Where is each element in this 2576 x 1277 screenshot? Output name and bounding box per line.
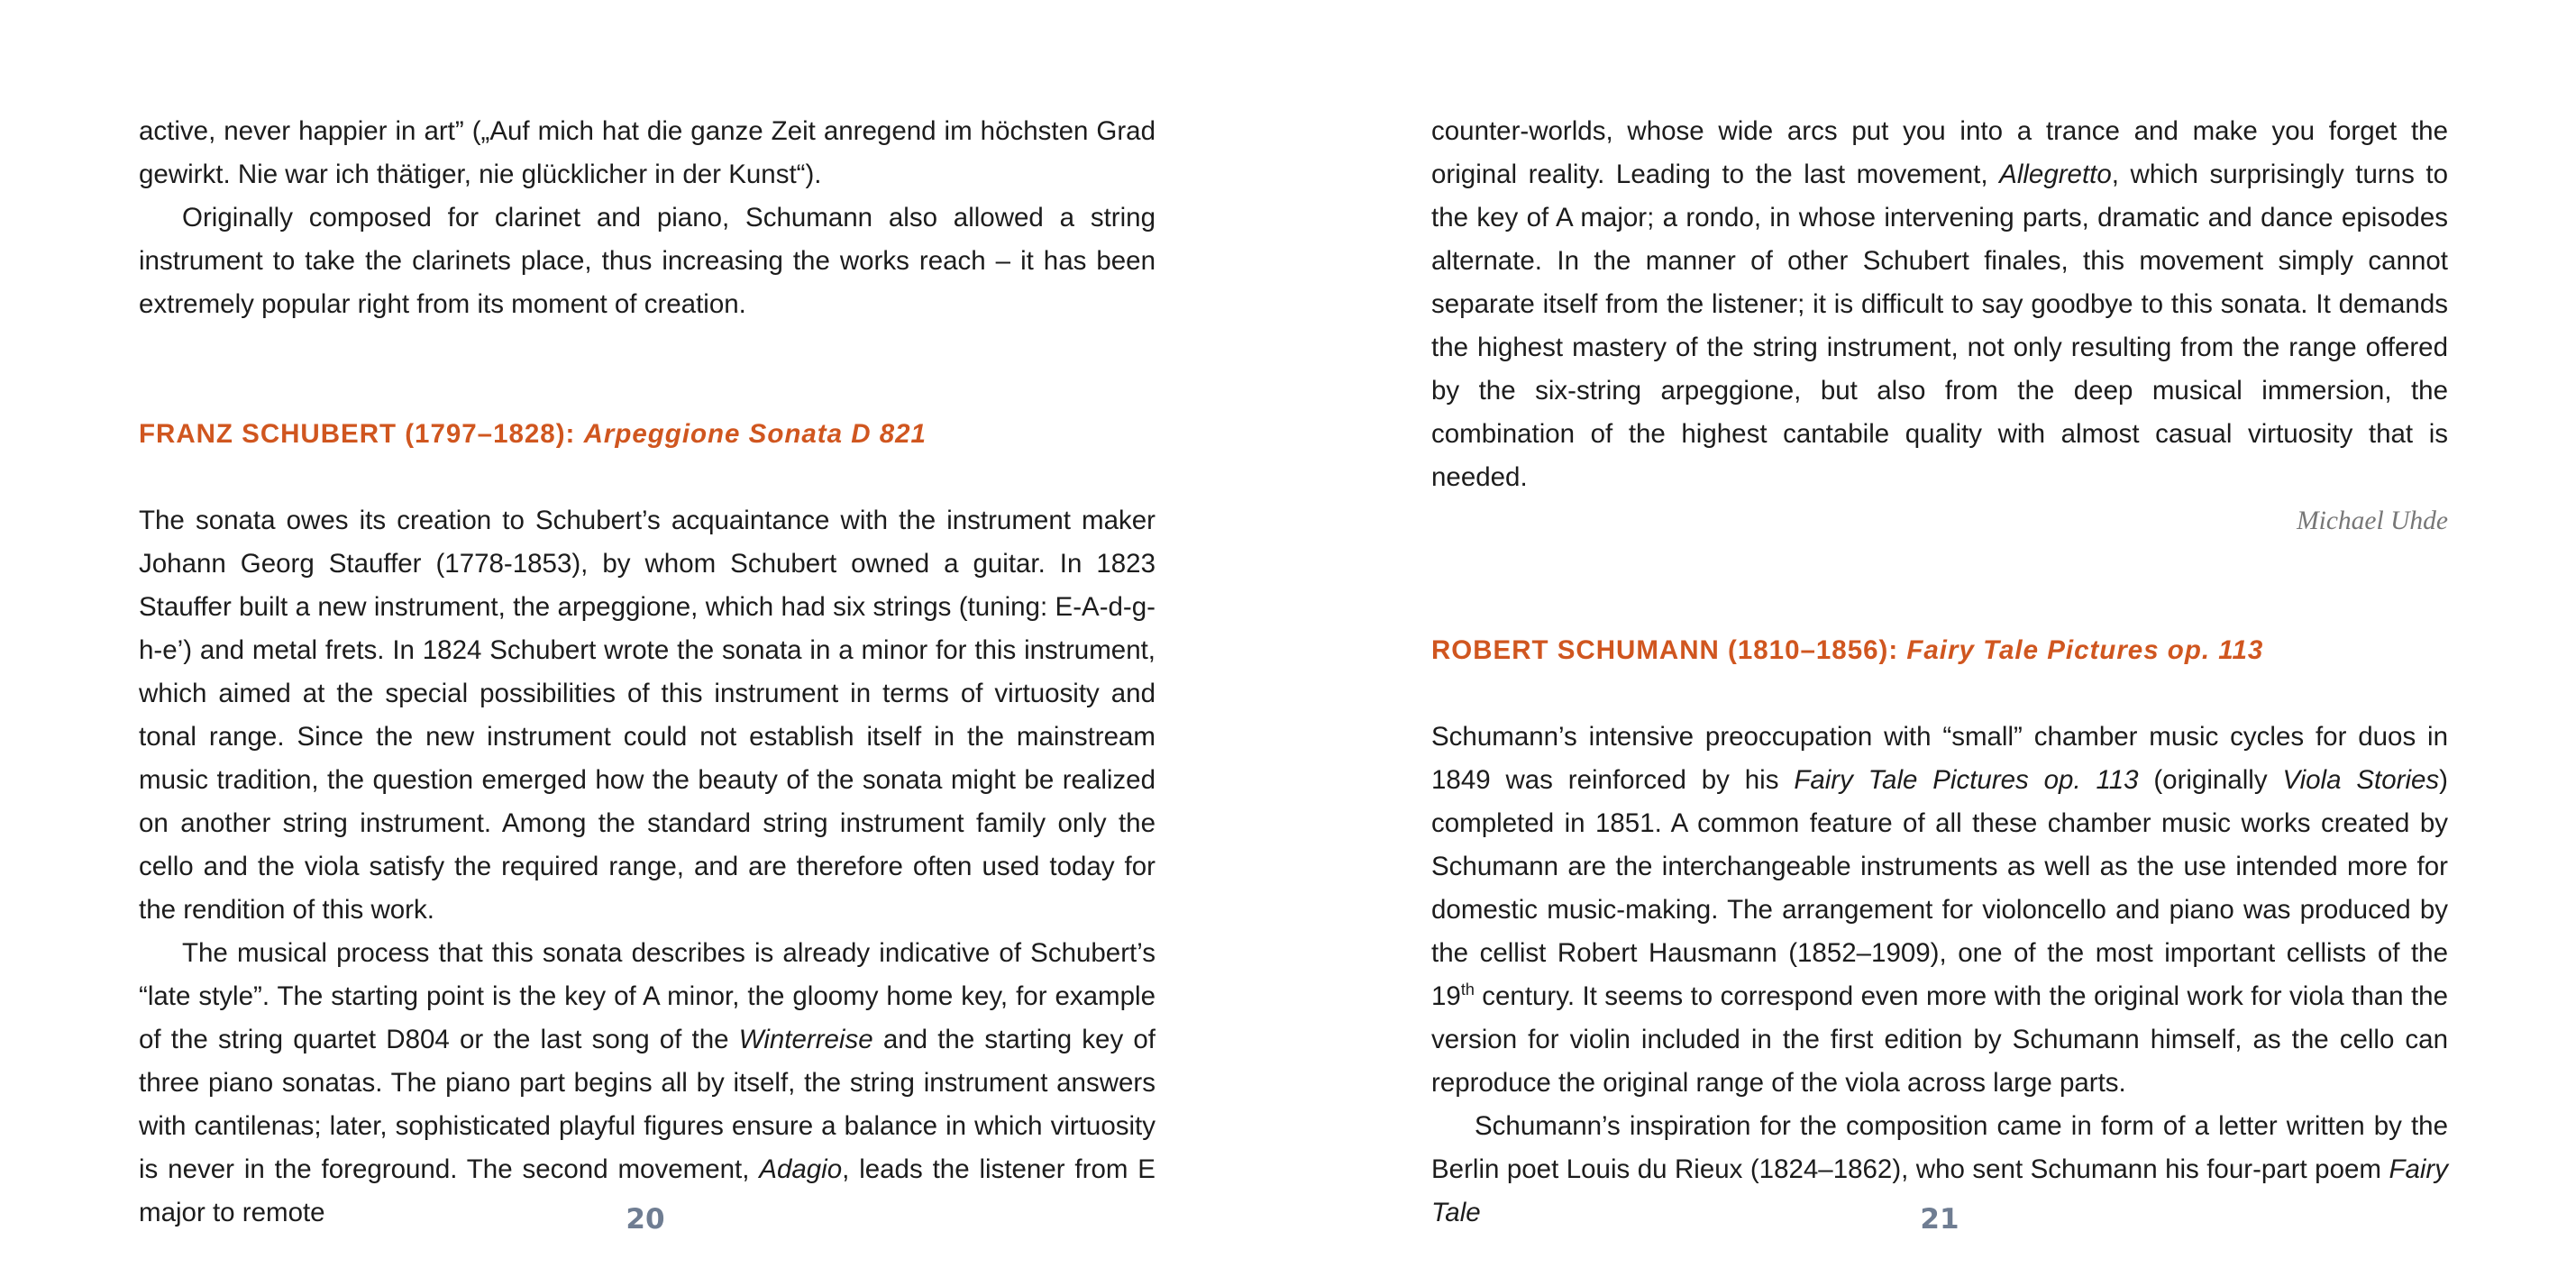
section-heading-schumann (1431, 629, 2448, 672)
paragraph-fairy-tale-pictures (1431, 716, 2448, 1105)
heading-work-title: Arpeggione Sonata D 821 (583, 419, 927, 449)
text-run: Schumann’s inspiration for the composition came in form of a letter written by the Berlin poet Louis du Rieux (1824–1862), who sent Schumann his four-part poem (1431, 1111, 2448, 1184)
text-run: Schumann’s intensive preoccupation with “small” chamber music cycles for duos in 1849 was reinforced by his (1431, 722, 2448, 795)
page-number-left: 20 (626, 1203, 665, 1236)
paragraph-clarinet: Originally composed for clarinet and piano, Schumann also allowed a string instrument to take the clarinets place, thus increasing the works reach – it has been extremely popular right from its moment of creation. (139, 203, 1156, 319)
text-run: , leads the listener from E major to remote (139, 1154, 1156, 1227)
paragraph-continued: active, never happier in art” („Auf mich hat die ganze Zeit anregend im höchsten Grad gewirkt. Nie war ich thätiger, nie glücklicher in der Kunst“). (139, 116, 1156, 189)
text-run-italic: Fairy Tale Pictures op. 113 (1794, 765, 2139, 795)
left-page (139, 110, 1156, 1235)
text-run: century. It seems to correspond even more with the original work for viola than the version for violin included in the first edition by Schumann himself, as the cello can reproduce the original range of the viola across large parts. (1431, 981, 2448, 1098)
spacer (139, 326, 1156, 413)
right-page (1431, 110, 2448, 1235)
heading-work-title: Fairy Tale Pictures op. 113 (1906, 635, 2264, 665)
spacer (139, 456, 1156, 499)
superscript: th (1460, 981, 1475, 999)
paragraph-continued (1431, 110, 2448, 499)
paragraph-sonata-creation: The sonata owes its creation to Schubert’s acquaintance with the instrument maker Johann Georg Stauffer (1778-1853), by whom Schubert owned a guitar. In 1823 Stauffer built a new instrument, the arpeggione, which had six strings (tuning: E-A-d-g-h-e’) and metal frets. In 1824 Schubert wrote the sonata in a minor for this instrument, which aimed at the special possibilities of this instrument in terms of virtuosity and tonal range. Since the new instrument could not establish itself in the mainstream music tradition, the question emerged how the beauty of the sonata might be realized on another string instrument. Among the standard string instrument family only the cello and the viola satisfy the required range, and are therefore often used today for the rendition of this work. (139, 506, 1156, 925)
text-run: ) completed in 1851. A common feature of all these chamber music works created by Schumann are the interchangeable instruments as well as the use intended more for domestic music-making. The arrangement for violoncello and piano was produced by the cellist Robert Hausmann (1852–1909), one of the most important cellists of the 19 (1431, 765, 2448, 1011)
section-heading-schubert (139, 413, 1156, 456)
heading-composer: ROBERT SCHUMANN (1810–1856): (1431, 635, 1907, 665)
text-run-italic: Winterreise (738, 1025, 873, 1054)
page-number-right: 21 (1920, 1203, 1959, 1236)
text-run-italic: Adagio (759, 1154, 843, 1184)
spacer (1431, 672, 2448, 716)
paragraph-late-style (139, 932, 1156, 1235)
text-run: , which surprisingly turns to the key of A major; a rondo, in whose intervening parts, dramatic and dance episodes alternate. In the manner of other Schubert finales, this movement simply cannot separate itself from the listener; it is difficult to say goodbye to this sonata. It demands the highest mastery of the string instrument, not only resulting from the range offered by the six-string arpeggione, but also from the deep musical immersion, the combination of the highest cantabile quality with almost casual virtuosity that is needed. (1431, 160, 2448, 492)
text-run: The musical process that this sonata describes is already indicative of Schubert’s “late style”. The starting point is the key of A minor, the gloomy home key, for example of the string quartet D804 or the last song of the (139, 938, 1156, 1054)
heading-composer: FRANZ SCHUBERT (1797–1828): (139, 419, 584, 449)
text-run: and the starting key of three piano sonatas. The piano part begins all by itself, the string instrument answers with cantilenas; later, sophisticated playful figures ensure a balance in which virtuosity is never in the foreground. The second movement, (139, 1025, 1156, 1184)
text-run-italic: Allegretto (1999, 160, 2112, 189)
author-signature: Michael Uhde (2297, 506, 2448, 535)
text-run-italic: Fairy Tale (1431, 1154, 2448, 1227)
text-run: counter-worlds, whose wide arcs put you into a trance and make you forget the original reality. Leading to the last movement, (1431, 116, 2448, 189)
text-run: (originally (2138, 765, 2283, 795)
spacer (1431, 543, 2448, 629)
text-run-italic: Viola Stories (2282, 765, 2440, 795)
